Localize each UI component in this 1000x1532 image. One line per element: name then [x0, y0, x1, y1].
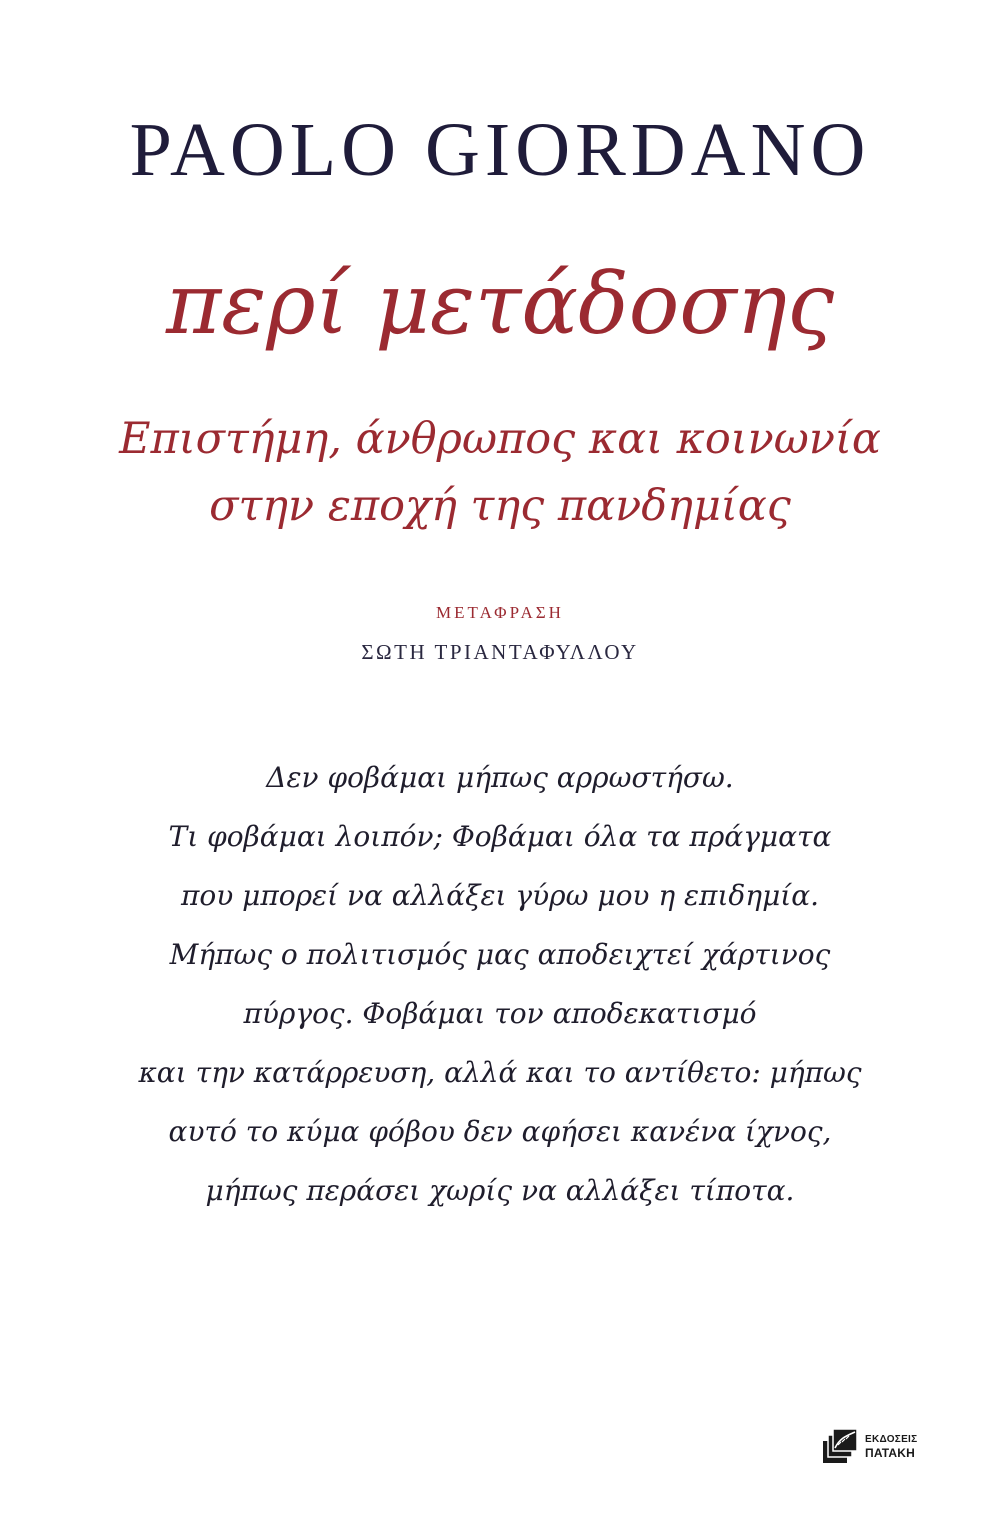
subtitle-line-1: Επιστήμη, άνθρωπος και κοινωνία	[119, 414, 881, 464]
quote-line: και την κατάρρευση, αλλά και το αντίθετο: μήπως	[138, 1056, 862, 1089]
subtitle-line-2: στην εποχή της πανδημίας	[209, 481, 791, 531]
publisher-logo	[822, 1428, 922, 1464]
quote-line: Μήπως ο πολιτισμός μας αποδειχτεί χάρτινος	[169, 938, 831, 971]
book-title: περί μετάδοσης	[165, 255, 835, 353]
publisher-name-line-1: ΕΚΔΟΣΕΙΣ	[865, 1434, 918, 1445]
quote-line: που μπορεί να αλλάξει γύρω μου η επιδημία.	[180, 879, 820, 912]
patakis-logo-icon	[822, 1428, 862, 1464]
quote-line: αυτό το κύμα φόβου δεν αφήσει κανένα ίχνος,	[168, 1115, 832, 1148]
back-quote	[0, 758, 1000, 1230]
quote-line: Δεν φοβάμαι μήπως αρρωστήσω.	[266, 761, 734, 794]
quote-line: πύργος. Φοβάμαι τον αποδεκατισμό	[243, 997, 757, 1030]
quote-line: Τι φοβάμαι λοιπόν; Φοβάμαι όλα τα πράγματα	[168, 820, 832, 853]
translator-name: ΣΩΤΗ ΤΡΙΑΝΤΑΦΥΛΛΟΥ	[361, 640, 639, 664]
author-name: PAOLO GIORDANO	[129, 108, 871, 192]
translation-label: ΜΕΤΑΦΡΑΣΗ	[436, 603, 564, 622]
quote-line: μήπως περάσει χωρίς να αλλάξει τίποτα.	[205, 1174, 795, 1207]
publisher-name-line-2: ΠΑΤΑΚΗ	[865, 1446, 915, 1460]
